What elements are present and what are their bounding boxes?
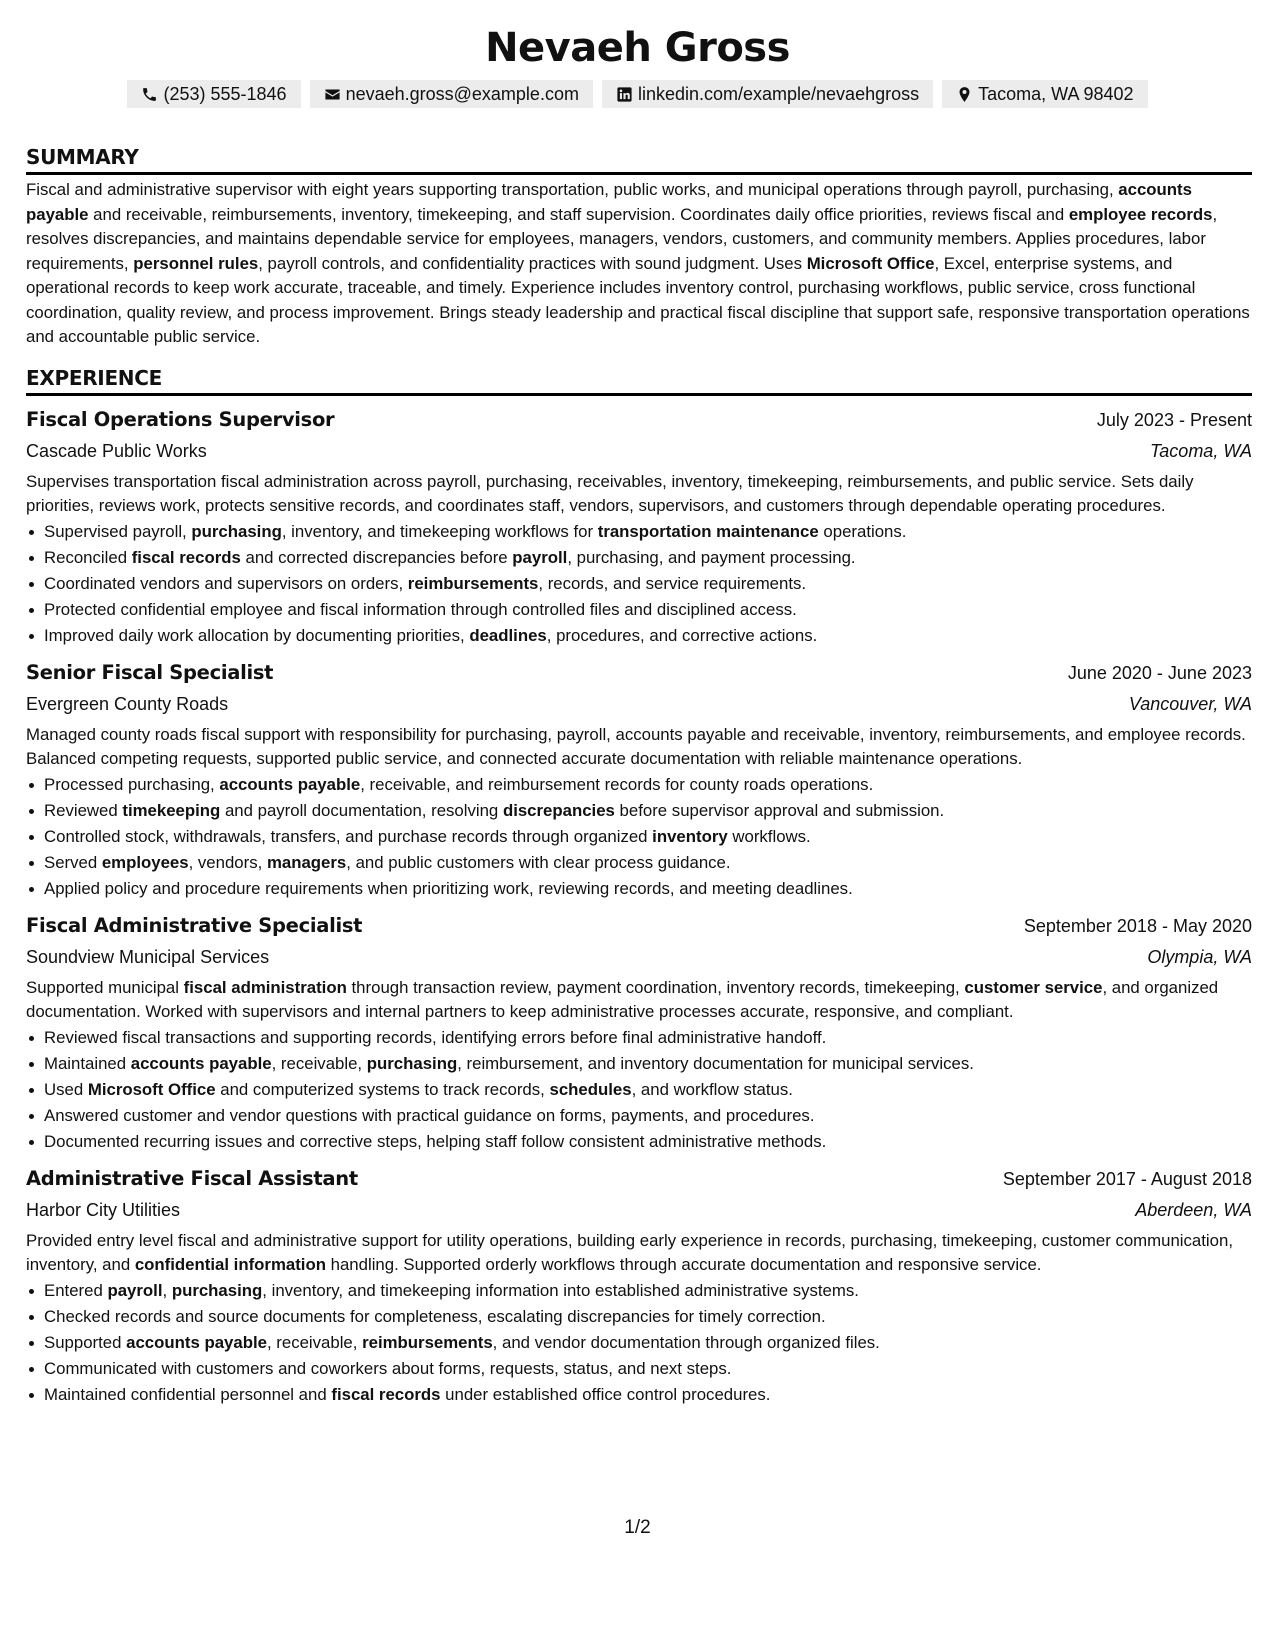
company-name: Cascade Public Works bbox=[26, 440, 207, 461]
phone-icon bbox=[141, 86, 158, 103]
bullet-item: Maintained accounts payable, receivable, purchasing, reimbursement, and inventory documentation for municipal services. bbox=[26, 1051, 1252, 1077]
bullet-item: Applied policy and procedure requirements when prioritizing work, reviewing records, and meeting deadlines. bbox=[26, 876, 1252, 902]
job-dates: September 2018 - May 2020 bbox=[1023, 915, 1252, 936]
phone-text: (253) 555-1846 bbox=[163, 84, 287, 104]
job-bullets bbox=[26, 772, 1252, 902]
job-title: Senior Fiscal Specialist bbox=[26, 660, 274, 684]
resume-body bbox=[26, 143, 1252, 1408]
company-name: Evergreen County Roads bbox=[26, 693, 229, 714]
bullet-item: Answered customer and vendor questions with practical guidance on forms, payments, and procedures. bbox=[26, 1103, 1252, 1129]
job-entry bbox=[26, 1163, 1252, 1408]
job-header bbox=[26, 1163, 1252, 1195]
bullet-item: Coordinated vendors and supervisors on orders, reimbursements, records, and service requirements. bbox=[26, 571, 1252, 597]
job-header bbox=[26, 657, 1252, 689]
job-entry bbox=[26, 910, 1252, 1155]
contact-phone bbox=[127, 80, 300, 108]
job-location: Olympia, WA bbox=[1147, 946, 1252, 967]
contact-email[interactable] bbox=[310, 80, 593, 108]
bullet-item: Processed purchasing, accounts payable, receivable, and reimbursement records for county roads operations. bbox=[26, 772, 1252, 798]
bullet-item: Communicated with customers and coworkers about forms, requests, status, and next steps. bbox=[26, 1356, 1252, 1382]
job-subheader bbox=[26, 689, 1252, 719]
contact-linkedin[interactable] bbox=[602, 80, 933, 108]
company-name: Soundview Municipal Services bbox=[26, 946, 270, 967]
bullet-item: Improved daily work allocation by documenting priorities, deadlines, procedures, and corrective actions. bbox=[26, 623, 1252, 649]
job-subheader bbox=[26, 1195, 1252, 1225]
job-title: Fiscal Operations Supervisor bbox=[26, 407, 335, 431]
summary-text: Fiscal and administrative supervisor with eight years supporting transportation, public works, and municipal operations through payroll, purchasing, accounts payable and receivable, reimbursements, inventory, timekeeping, and staff supervision. Coordinates daily office priorities, reviews fiscal and employee records, resolves discrepancies, and maintains dependable service for employees, managers, vendors, customers, and community members. Applies procedures, labor requirements, personnel rules, payroll controls, and confidentiality practices with sound judgment. Uses Microsoft Office, Excel, enterprise systems, and operational records to keep work accurate, traceable, and timely. Experience includes inventory control, purchasing workflows, public service, cross functional coordination, quality review, and process improvement. Brings steady leadership and practical fiscal discipline that support safe, responsive transportation operations and accountable public service. bbox=[26, 180, 1250, 346]
bullet-item: Controlled stock, withdrawals, transfers, and purchase records through organized inventory workflows. bbox=[26, 824, 1252, 850]
location-text: Tacoma, WA 98402 bbox=[978, 84, 1134, 104]
bullet-item: Maintained confidential personnel and fiscal records under established office control procedures. bbox=[26, 1382, 1252, 1408]
bullet-item: Entered payroll, purchasing, inventory, and timekeeping information into established administrative systems. bbox=[26, 1278, 1252, 1304]
summary-heading: SUMMARY bbox=[26, 143, 1252, 175]
bullet-item: Supported accounts payable, receivable, reimbursements, and vendor documentation through organized files. bbox=[26, 1330, 1252, 1356]
bullet-item: Reviewed timekeeping and payroll documentation, resolving discrepancies before supervisor approval and submission. bbox=[26, 798, 1252, 824]
contact-bar bbox=[0, 80, 1275, 108]
job-header bbox=[26, 404, 1252, 436]
map-pin-icon bbox=[956, 86, 973, 103]
linkedin-icon bbox=[616, 86, 633, 103]
job-location: Tacoma, WA bbox=[1149, 440, 1252, 461]
job-dates: September 2017 - August 2018 bbox=[1002, 1168, 1252, 1189]
email-text: nevaeh.gross@example.com bbox=[345, 84, 579, 104]
job-description: Provided entry level fiscal and administrative support for utility operations, building early experience in records, purchasing, timekeeping, customer communication, inventory, and confidential information handling. Supported orderly workflows through accurate documentation and responsive service. bbox=[26, 1230, 1233, 1274]
job-location: Aberdeen, WA bbox=[1135, 1199, 1252, 1220]
page-number: 1/2 bbox=[624, 1517, 651, 1538]
candidate-name: Nevaeh Gross bbox=[485, 25, 790, 71]
envelope-icon bbox=[324, 86, 341, 103]
job-header bbox=[26, 910, 1252, 942]
job-entry bbox=[26, 404, 1252, 649]
job-subheader bbox=[26, 436, 1252, 466]
job-location: Vancouver, WA bbox=[1128, 693, 1252, 714]
bullet-item: Supervised payroll, purchasing, inventory, and timekeeping workflows for transportation maintenance operations. bbox=[26, 519, 1252, 545]
job-bullets bbox=[26, 1025, 1252, 1155]
job-description: Supervises transportation fiscal administration across payroll, purchasing, receivables, inventory, timekeeping, reimbursements, and public service. Sets daily priorities, reviews work, protects sensitive records, and coordinates staff, vendors, supervisors, and customers through dependable operating procedures. bbox=[26, 471, 1194, 515]
job-dates: July 2023 - Present bbox=[1096, 409, 1252, 430]
bullet-item: Documented recurring issues and corrective steps, helping staff follow consistent administrative methods. bbox=[26, 1129, 1252, 1155]
bullet-item: Reconciled fiscal records and corrected discrepancies before payroll, purchasing, and payment processing. bbox=[26, 545, 1252, 571]
experience-heading: EXPERIENCE bbox=[26, 364, 1252, 396]
job-description: Managed county roads fiscal support with responsibility for purchasing, payroll, accounts payable and receivable, inventory, reimbursements, and employee records. Balanced competing requests, supported public service, and connected accurate documentation with reliable maintenance operations. bbox=[26, 724, 1246, 768]
experience-list bbox=[26, 404, 1252, 1408]
contact-location bbox=[942, 80, 1147, 108]
job-title: Administrative Fiscal Assistant bbox=[26, 1166, 358, 1190]
bullet-item: Used Microsoft Office and computerized systems to track records, schedules, and workflow status. bbox=[26, 1077, 1252, 1103]
job-description: Supported municipal fiscal administration through transaction review, payment coordination, inventory records, timekeeping, customer service, and organized documentation. Worked with supervisors and internal partners to keep administrative processes accurate, responsive, and compliant. bbox=[26, 977, 1219, 1021]
bullet-item: Protected confidential employee and fiscal information through controlled files and disciplined access. bbox=[26, 597, 1252, 623]
bullet-item: Served employees, vendors, managers, and public customers with clear process guidance. bbox=[26, 850, 1252, 876]
job-dates: June 2020 - June 2023 bbox=[1067, 662, 1252, 683]
job-title: Fiscal Administrative Specialist bbox=[26, 913, 363, 937]
company-name: Harbor City Utilities bbox=[26, 1199, 181, 1220]
bullet-item: Checked records and source documents for completeness, escalating discrepancies for timely correction. bbox=[26, 1304, 1252, 1330]
linkedin-text: linkedin.com/example/nevaehgross bbox=[637, 84, 920, 104]
bullet-item: Reviewed fiscal transactions and supporting records, identifying errors before final administrative handoff. bbox=[26, 1025, 1252, 1051]
job-entry bbox=[26, 657, 1252, 902]
job-bullets bbox=[26, 1278, 1252, 1408]
job-subheader bbox=[26, 942, 1252, 972]
job-bullets bbox=[26, 519, 1252, 649]
